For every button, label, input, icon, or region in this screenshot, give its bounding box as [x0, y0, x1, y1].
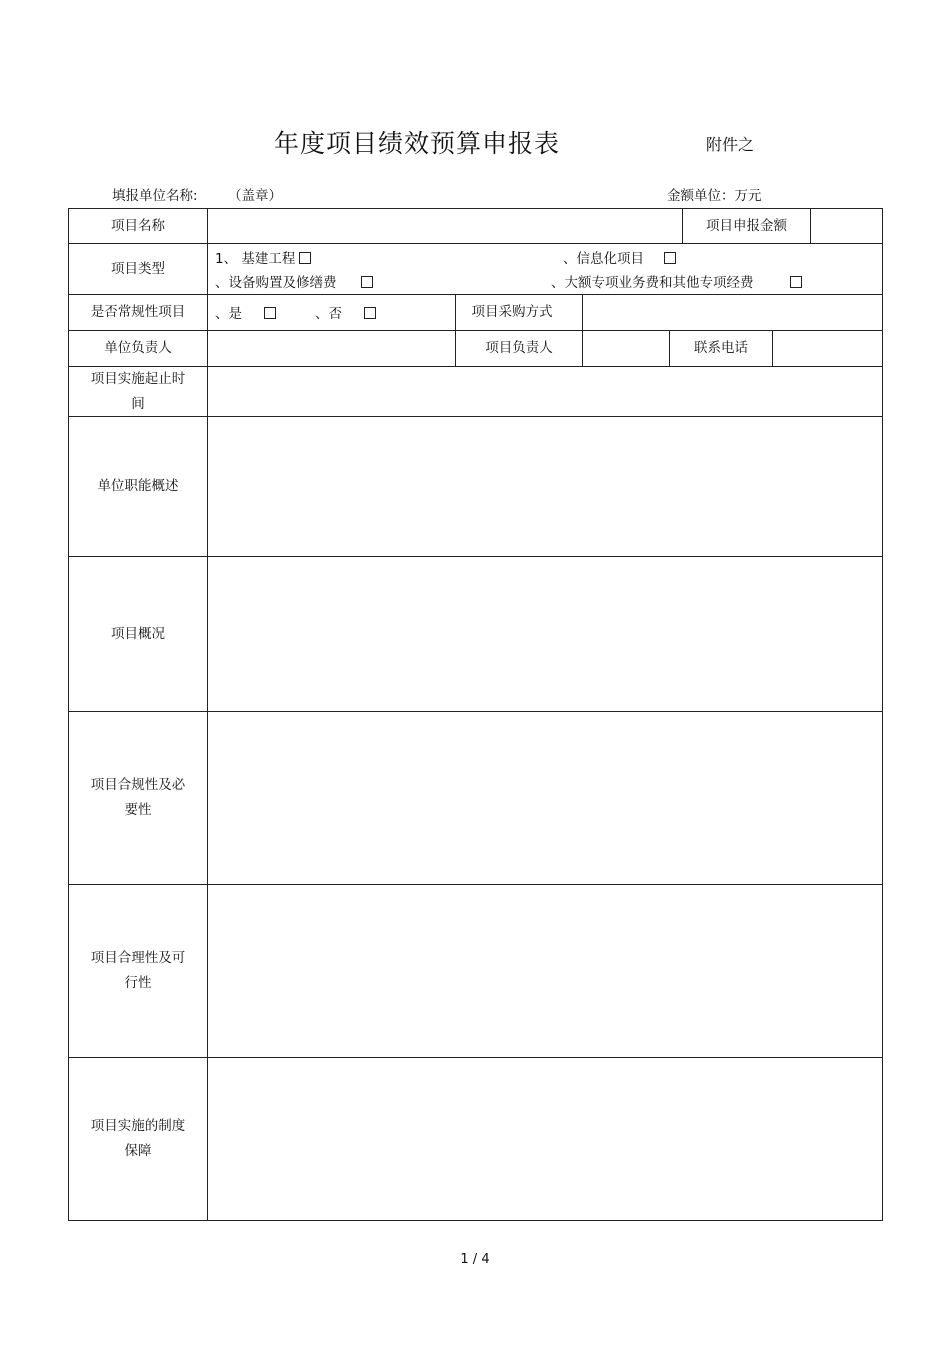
compliance-label-line2: 要性 [124, 802, 152, 818]
type-option-label: 、信息化项目 [563, 251, 644, 267]
project-head-label: 项目负责人 [485, 340, 553, 356]
system-guarantee-label [69, 1058, 207, 1220]
phone-label: 联系电话 [694, 340, 748, 356]
system-guarantee-field[interactable] [208, 1058, 882, 1220]
functions-field[interactable] [208, 417, 882, 556]
type-option-construction[interactable] [215, 247, 311, 267]
amount-unit-label: 金额单位：万元 [667, 188, 762, 204]
routine-no-label: 、否 [315, 306, 342, 322]
period-label-line2: 间 [131, 395, 145, 412]
type-option-special-funds[interactable] [551, 271, 802, 291]
project-type-label: 项目类型 [111, 260, 165, 277]
project-name-label: 项目名称 [111, 217, 165, 234]
checkbox[interactable] [790, 276, 802, 288]
page-title: 年度项目绩效预算申报表 [274, 129, 561, 158]
compliance-label [69, 712, 207, 884]
routine-label: 是否常规性项目 [90, 304, 186, 320]
checkbox[interactable] [364, 307, 376, 319]
phone-field[interactable] [773, 331, 882, 366]
type-option-equipment[interactable] [215, 271, 373, 291]
period-label-line1: 项目实施起止时 [90, 370, 186, 387]
routine-yes-label: 、是 [215, 306, 242, 322]
stamp-note: （盖章） [228, 188, 282, 204]
project-name-field[interactable] [208, 209, 682, 243]
unit-head-label: 单位负责人 [104, 340, 172, 356]
overview-label: 项目概况 [111, 625, 165, 642]
checkbox[interactable] [361, 276, 373, 288]
unit-head-field[interactable] [208, 331, 455, 366]
feasibility-field[interactable] [208, 885, 882, 1057]
functions-label: 单位职能概述 [97, 478, 179, 494]
table-rule [68, 1220, 883, 1221]
period-label [69, 367, 207, 416]
unit-name-label: 填报单位名称: [112, 188, 198, 204]
declared-amount-field[interactable] [811, 209, 882, 243]
routine-no-option[interactable] [315, 302, 376, 322]
feasibility-label-line2: 行性 [124, 975, 152, 991]
compliance-label-line1: 项目合规性及必 [90, 777, 186, 793]
type-option-informatization[interactable] [563, 247, 676, 267]
feasibility-label-line1: 项目合理性及可 [90, 950, 186, 966]
checkbox[interactable] [264, 307, 276, 319]
period-field[interactable] [208, 367, 882, 416]
system-label-line2: 保障 [124, 1143, 152, 1159]
table-rule [882, 208, 883, 1221]
attachment-label: 附件之 [706, 135, 755, 154]
checkbox[interactable] [664, 252, 676, 264]
project-head-field[interactable] [583, 331, 669, 366]
checkbox[interactable] [299, 252, 311, 264]
compliance-field[interactable] [208, 712, 882, 884]
procurement-label: 项目采购方式 [471, 304, 553, 320]
feasibility-label [69, 885, 207, 1057]
type-option-label: 、大额专项业务费和其他专项经费 [551, 275, 754, 291]
routine-yes-option[interactable] [215, 302, 276, 322]
page-number: 1 / 4 [460, 1252, 490, 1267]
type-option-label: 、设备购置及修缮费 [215, 275, 337, 291]
declared-amount-label: 项目申报金额 [706, 217, 787, 234]
system-label-line1: 项目实施的制度 [90, 1118, 186, 1134]
procurement-field[interactable] [583, 295, 882, 330]
type-option-label: 1、 基建工程 [215, 251, 296, 267]
overview-field[interactable] [208, 557, 882, 711]
